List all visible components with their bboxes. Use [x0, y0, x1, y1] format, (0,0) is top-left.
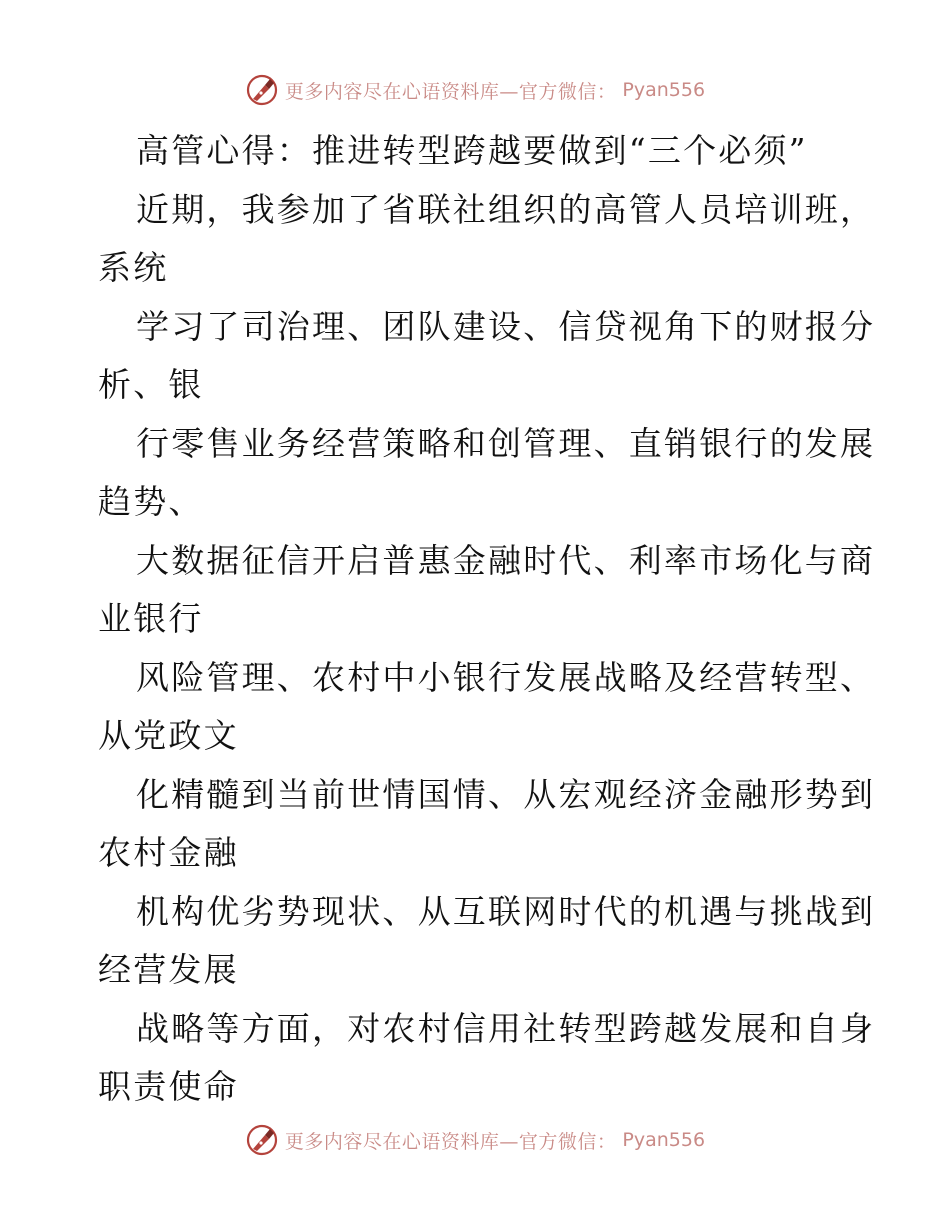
- paragraph-line: 趋势、: [98, 482, 204, 521]
- pen-nib-logo-icon: [245, 1123, 279, 1157]
- watermark-text: 更多内容尽在心语资料库—官方微信：: [284, 80, 617, 103]
- paragraph-line: 化精髓到当前世情国情、从宏观经济金融形势到: [136, 774, 876, 814]
- paragraph-line: 机构优劣势现状、从互联网时代的机遇与挑战到: [136, 891, 876, 931]
- document-body: [98, 122, 876, 1117]
- paragraph-line: 经营发展: [98, 950, 239, 989]
- pen-nib-logo-icon: [245, 73, 279, 107]
- paragraph-line: 学习了司治理、团队建设、信贷视角下的财报分: [136, 306, 876, 346]
- paragraph-line: 大数据征信开启普惠金融时代、利率市场化与商: [136, 540, 876, 580]
- paragraph-line: 近期，我参加了省联社组织的高管人员培训班，: [136, 189, 876, 229]
- footer-watermark: [0, 1120, 950, 1160]
- paragraph-line: 业银行: [98, 599, 204, 638]
- header-watermark: [0, 70, 950, 110]
- paragraph-line: 风险管理、农村中小银行发展战略及经营转型、: [136, 657, 876, 697]
- watermark-text: 更多内容尽在心语资料库—官方微信：: [284, 1130, 617, 1153]
- watermark-wechat-handle: Pyan556: [622, 1129, 706, 1151]
- paragraph-line: 农村金融: [98, 833, 239, 872]
- watermark-wechat-handle: Pyan556: [622, 79, 706, 101]
- paragraph-line: 系统: [98, 248, 169, 287]
- paragraph-line: 析、银: [98, 365, 204, 404]
- paragraph-line: 从党政文: [98, 716, 239, 755]
- paragraph-line: 职责使命: [98, 1067, 239, 1106]
- paragraph-line: 行零售业务经营策略和创管理、直销银行的发展: [136, 423, 876, 463]
- paragraph-line: 战略等方面，对农村信用社转型跨越发展和自身: [136, 1008, 876, 1048]
- document-title-line: 高管心得：推进转型跨越要做到“三个必须”: [136, 131, 808, 170]
